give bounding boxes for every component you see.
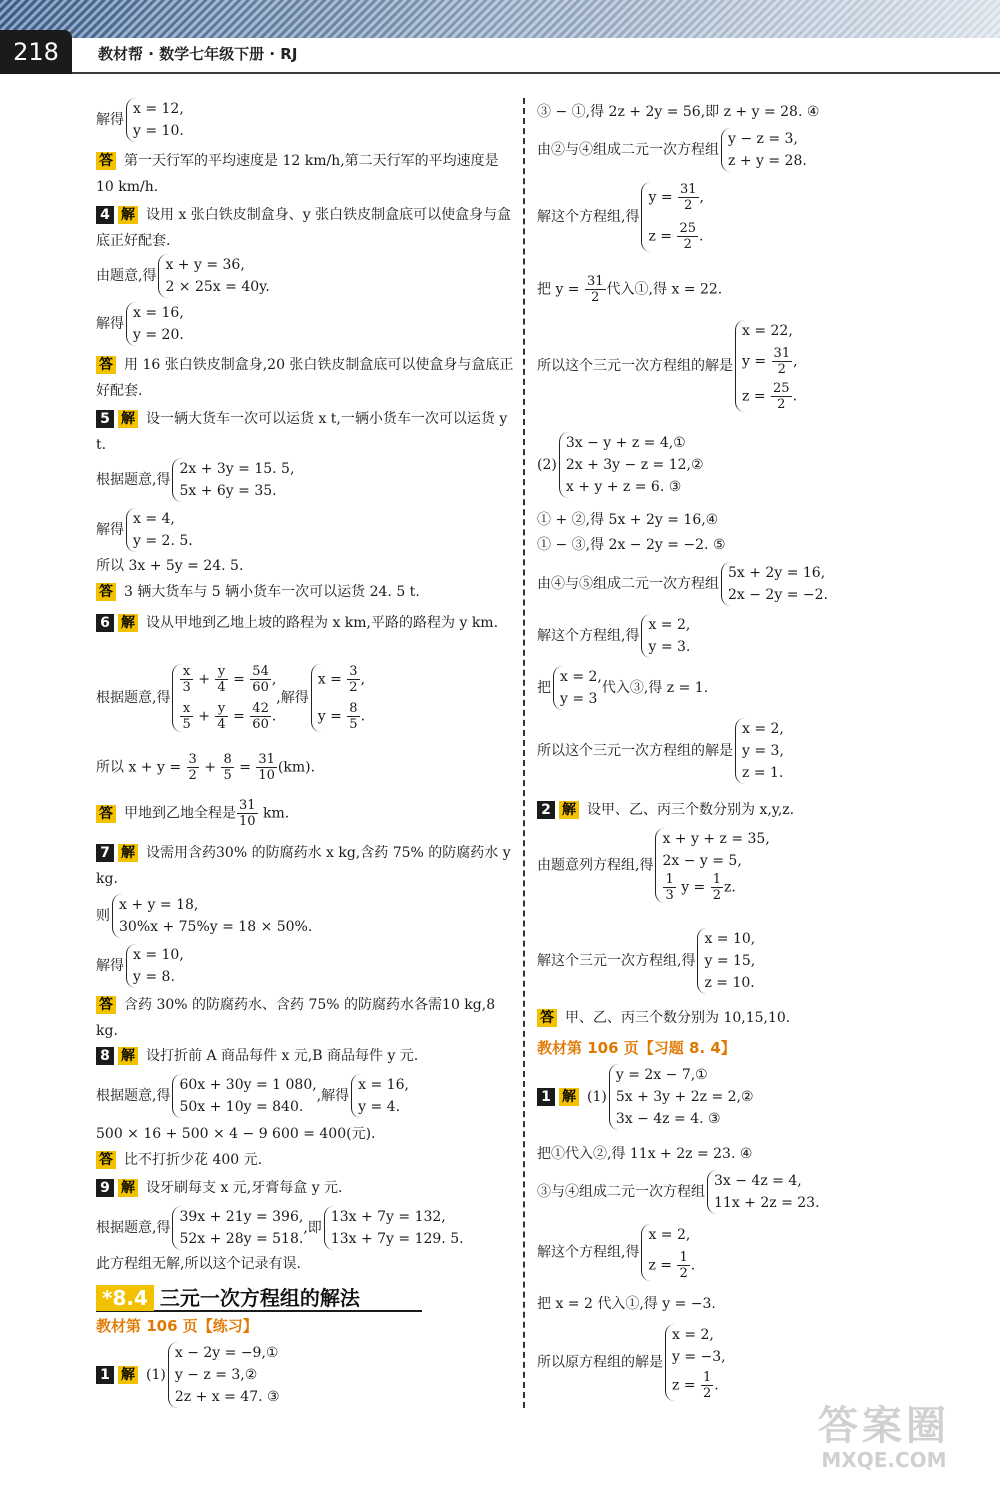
- equation-system: 2x + 3y = 15. 5, 5x + 6y = 35.: [172, 458, 294, 502]
- solution-system: x = 16, y = 4.: [351, 1074, 409, 1118]
- solution-system: y = $\frac{31}{2}$ , z = $\frac{25}{2}$ .: [641, 182, 704, 252]
- step-system: 由②与④组成二元一次方程组 y − z = 3, z + y = 28.: [537, 128, 807, 172]
- question-5-setup: 5 解 设一辆大货车一次可以运货 x t,一辆小货车一次可以运货 y t.: [96, 411, 508, 453]
- solution-line: 解得 x = 12, y = 10.: [96, 98, 184, 142]
- step-final-solution: 所以这个三元一次方程组的解是 x = 22, y = $\frac{31}{2}$ , z = $\frac{25}{2}$ .: [537, 320, 798, 412]
- step-system: ③与④组成二元一次方程组 3x − 4z = 4, 11x + 2z = 23.: [537, 1170, 820, 1214]
- step-substitute: 把 y = $\frac{31}{2}$ 代入①,得 x = 22.: [537, 274, 723, 305]
- solution-tag: 解: [118, 410, 138, 428]
- question-8-calc: 500 × 16 + 500 × 4 − 9 600 = 400(元).: [96, 1126, 376, 1142]
- equation-system: x + y + z = 35, 2x − y = 5, $\frac{1}{3}$ y = $\frac{1}{2}$ z.: [655, 828, 769, 903]
- question-9-equations: 根据题意,得 39x + 21y = 396, 52x + 28y = 518. ,即 13x + 7y = 132, 13x + 7y = 129. 5.: [96, 1206, 464, 1250]
- question-7-equations: 则 x + y = 18, 30%x + 75%y = 18 × 50%.: [96, 894, 312, 938]
- question-6-calc: 所以 x + y = $\frac{3}{2}$ + $\frac{8}{5}$ = $\frac{31}{10}$ (km).: [96, 752, 316, 783]
- answer-tag: 答: [96, 152, 116, 170]
- answer-tag: 答: [96, 996, 116, 1014]
- equation-system: 3x − 4z = 4, 11x + 2z = 23.: [707, 1170, 820, 1214]
- equation-system: y = 2x − 7,① 5x + 3y + 2z = 2,② 3x − 4z = 4. ③: [609, 1064, 754, 1130]
- watermark: 答案圈 MXQE.COM: [818, 1403, 950, 1472]
- step-line: 把①代入②,得 11x + 2z = 23. ④: [537, 1146, 753, 1162]
- question-2-answer: 答 甲、乙、丙三个数分别为 10,15,10.: [537, 1008, 790, 1028]
- solution-system: x = 22, y = $\frac{31}{2}$ , z = $\frac{25}{2}$ .: [735, 320, 798, 412]
- solution-tag: 解: [118, 1179, 138, 1197]
- solution-system: x = 2, y = 3.: [641, 614, 690, 658]
- question-5-equations: 根据题意,得 2x + 3y = 15. 5, 5x + 6y = 35.: [96, 458, 294, 502]
- question-7-solution: 解得 x = 10, y = 8.: [96, 944, 184, 988]
- step-solution: 解这个方程组,得 y = $\frac{31}{2}$ , z = $\frac{25}{2}$ .: [537, 182, 704, 252]
- solution-system: x = 2, y = −3, z = $\frac{1}{2}$ .: [665, 1324, 726, 1401]
- question-8-setup: 8 解 设打折前 A 商品每件 x 元,B 商品每件 y 元.: [96, 1046, 418, 1066]
- solution-system: x = 10, y = 15, z = 10.: [697, 928, 755, 994]
- column-divider: [523, 98, 525, 1408]
- question-number: 8: [96, 1047, 114, 1065]
- equation-system: x = 16, y = 20.: [126, 302, 184, 346]
- exercise-1-setup: 1 解 (1) y = 2x − 7,① 5x + 3y + 2z = 2,② 3x − 4z = 4. ③: [537, 1064, 754, 1130]
- section-heading: [96, 1282, 422, 1312]
- practice-1-setup: 1 解 (1) x − 2y = −9,① y − z = 3,② 2z + x = 47. ③: [96, 1342, 280, 1408]
- question-number: 1: [96, 1366, 114, 1384]
- book-title: 教材帮 · 数学七年级下册 · RJ: [98, 45, 298, 63]
- question-4-solution: 解得 x = 16, y = 20.: [96, 302, 184, 346]
- question-number: 5: [96, 410, 114, 428]
- equation-system: x = 4, y = 2. 5.: [126, 508, 193, 552]
- section-name: 三元一次方程组的解法: [159, 1286, 360, 1310]
- answer-tag: 答: [96, 1151, 116, 1169]
- question-8-answer: 答 比不打折少花 400 元.: [96, 1150, 262, 1170]
- question-7-answer: 答 含药 30% 的防腐药水、含药 75% 的防腐药水各需10 kg,8 kg.: [96, 997, 496, 1039]
- step-substitute: 把 x = 2, y = 3 代入③,得 z = 1.: [537, 666, 708, 710]
- question-number: 2: [537, 801, 555, 819]
- step-line: ① + ②,得 5x + 2y = 16,④: [537, 512, 719, 528]
- step-system: 由④与⑤组成二元一次方程组 5x + 2y = 16, 2x − 2y = −2.: [537, 562, 828, 606]
- step-solution: 解这个方程组,得 x = 2, z = $\frac{1}{2}$ .: [537, 1224, 695, 1281]
- question-6-setup: 6 解 设从甲地到乙地上坡的路程为 x km,平路的路程为 y km.: [96, 610, 518, 636]
- question-6-equations: 根据题意,得 $\frac{x}{3}$ + $\frac{y}{4}$ = $\frac{54}{60}$ , $\frac{x}{5}$ + $\frac{y}{4}$ = $\frac{42}{60}$ . ,解得 x = $\frac{3}{2}$ , y = $\frac{8}{5}$ .: [96, 664, 366, 732]
- question-7-setup: 7 解 设需用含药30% 的防腐药水 x kg,含药 75% 的防腐药水 y kg.: [96, 845, 511, 887]
- textbook-ref-practice: 教材第 106 页【练习】: [96, 1317, 258, 1335]
- solution-tag: 解: [559, 801, 579, 819]
- question-4-setup: 4 解 设用 x 张白铁皮制盒身、y 张白铁皮制盒底可以使盒身与盒底正好配套.: [96, 207, 512, 249]
- page-number: 218: [0, 30, 72, 74]
- equation-system: y − z = 3, z + y = 28.: [721, 128, 807, 172]
- solution-system: x = 2, y = 3, z = 1.: [735, 718, 784, 784]
- step-solution: 解这个方程组,得 x = 2, y = 3.: [537, 614, 690, 658]
- page-header: [0, 0, 1000, 80]
- solution-tag: 解: [118, 206, 138, 224]
- question-2-setup: 2 解 设甲、乙、丙三个数分别为 x,y,z.: [537, 800, 794, 820]
- textbook-ref-exercise: 教材第 106 页【习题 8. 4】: [537, 1039, 736, 1057]
- question-2-equations: 由题意列方程组,得 x + y + z = 35, 2x − y = 5, $\frac{1}{3}$ y = $\frac{1}{2}$ z.: [537, 828, 770, 903]
- question-4-equations: 由题意,得 x + y = 36, 2 × 25x = 40y.: [96, 254, 270, 298]
- equation-system: x = 10, y = 8.: [126, 944, 184, 988]
- question-number: 9: [96, 1179, 114, 1197]
- step-line: ③ − ①,得 2z + 2y = 56,即 z + y = 28. ④: [537, 104, 820, 120]
- question-5-answer: 答 3 辆大货车与 5 辆小货车一次可以运货 24. 5 t.: [96, 582, 420, 602]
- equation-system: 39x + 21y = 396, 52x + 28y = 518.: [172, 1206, 303, 1250]
- question-number: 6: [96, 614, 114, 632]
- part-2-system: (2) 3x − y + z = 4,① 2x + 3y − z = 12,② x + y + z = 6. ③: [537, 432, 704, 498]
- equation-system: 13x + 7y = 132, 13x + 7y = 129. 5.: [324, 1206, 464, 1250]
- solution-tag: 解: [118, 614, 138, 632]
- question-4-answer: 答 用 16 张白铁皮制盒身,20 张白铁皮制盒底可以使盒身与盒底正好配套.: [96, 357, 514, 399]
- solution-system: x = 2, y = 3: [553, 666, 602, 710]
- header-rule: [72, 72, 1000, 74]
- solution-tag: 解: [559, 1088, 579, 1106]
- step-substitute: 把 x = 2 代入①,得 y = −3.: [537, 1296, 716, 1312]
- step-final-solution: 所以这个三元一次方程组的解是 x = 2, y = 3, z = 1.: [537, 718, 784, 784]
- header-stripe-band: [0, 0, 1000, 38]
- answer-tag: 答: [96, 356, 116, 374]
- equation-system: 5x + 2y = 16, 2x − 2y = −2.: [721, 562, 828, 606]
- equation-system: $\frac{x}{3}$ + $\frac{y}{4}$ = $\frac{54}{60}$ , $\frac{x}{5}$ + $\frac{y}{4}$ = $\frac{42}{60}$ .: [172, 664, 276, 732]
- question-9-setup: 9 解 设牙刷每支 x 元,牙膏每盒 y 元.: [96, 1178, 343, 1198]
- question-number: 1: [537, 1088, 555, 1106]
- answer-line: 答 第一天行军的平均速度是 12 km/h,第二天行军的平均速度是 10 km/h.: [96, 153, 499, 195]
- equation-system: x = 12, y = 10.: [126, 98, 184, 142]
- solution-system: x = 2, z = $\frac{1}{2}$ .: [641, 1224, 695, 1281]
- solution-system: x = $\frac{3}{2}$ , y = $\frac{8}{5}$ .: [311, 664, 365, 732]
- equation-system: x − 2y = −9,① y − z = 3,② 2z + x = 47. ③: [168, 1342, 280, 1408]
- equation-system: 60x + 30y = 1 080, 50x + 10y = 840.: [172, 1074, 316, 1118]
- answer-tag: 答: [537, 1009, 557, 1027]
- answer-tag: 答: [96, 583, 116, 601]
- solution-tag: 解: [118, 844, 138, 862]
- question-9-conclusion: 此方程组无解,所以这个记录有误.: [96, 1256, 301, 1272]
- question-5-calc: 所以 3x + 5y = 24. 5.: [96, 558, 244, 574]
- answer-tag: 答: [96, 805, 116, 823]
- solution-tag: 解: [118, 1047, 138, 1065]
- question-2-solution: 解这个三元一次方程组,得 x = 10, y = 15, z = 10.: [537, 928, 755, 994]
- question-5-solution: 解得 x = 4, y = 2. 5.: [96, 508, 193, 552]
- equation-system: x + y = 36, 2 × 25x = 40y.: [158, 254, 269, 298]
- section-number: *8.4: [96, 1285, 154, 1311]
- equation-system: 3x − y + z = 4,① 2x + 3y − z = 12,② x + y + z = 6. ③: [559, 432, 704, 498]
- solution-tag: 解: [118, 1366, 138, 1384]
- question-6-answer: 答 甲地到乙地全程是 $\frac{31}{10}$ km.: [96, 798, 289, 829]
- question-number: 7: [96, 844, 114, 862]
- question-8-equations: 根据题意,得 60x + 30y = 1 080, 50x + 10y = 840. ,解得 x = 16, y = 4.: [96, 1074, 409, 1118]
- question-number: 4: [96, 206, 114, 224]
- step-final-solution: 所以原方程组的解是 x = 2, y = −3, z = $\frac{1}{2}$ .: [537, 1324, 726, 1401]
- step-line: ① − ③,得 2x − 2y = −2. ⑤: [537, 537, 726, 553]
- equation-system: x + y = 18, 30%x + 75%y = 18 × 50%.: [112, 894, 312, 938]
